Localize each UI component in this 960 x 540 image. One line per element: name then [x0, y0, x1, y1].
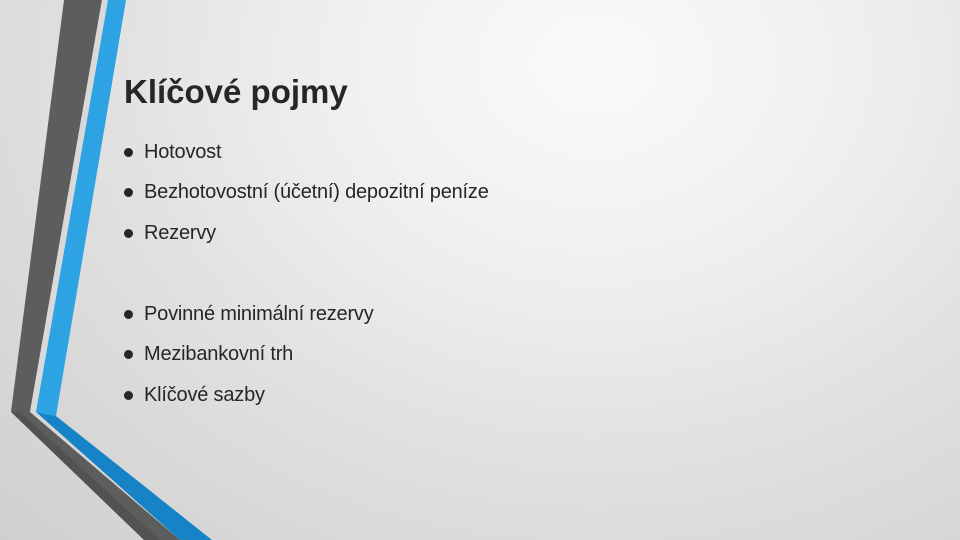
- bullet-item: [124, 340, 293, 368]
- bullet-list: [124, 0, 904, 540]
- bullet-icon: [124, 229, 133, 238]
- bullet-icon: [124, 350, 133, 359]
- slide-title: Klíčové pojmy: [124, 73, 348, 110]
- bullet-item: [124, 138, 221, 166]
- bullet-icon: [124, 310, 133, 319]
- bullet-text: Povinné minimální rezervy: [144, 302, 374, 325]
- bullet-text: Klíčové sazby: [144, 383, 265, 406]
- bullet-icon: [124, 188, 133, 197]
- bullet-text: Hotovost: [144, 140, 222, 163]
- bullet-item: [124, 300, 374, 328]
- bullet-item: [124, 381, 265, 409]
- bullet-icon: [124, 391, 133, 400]
- bullet-icon: [124, 148, 133, 157]
- bullet-text: Mezibankovní trh: [144, 342, 294, 365]
- bullet-text: Bezhotovostní (účetní) depozitní peníze: [144, 180, 489, 203]
- bullet-item: [124, 178, 489, 206]
- bullet-item: [124, 219, 216, 247]
- bullet-text: Rezervy: [144, 221, 216, 244]
